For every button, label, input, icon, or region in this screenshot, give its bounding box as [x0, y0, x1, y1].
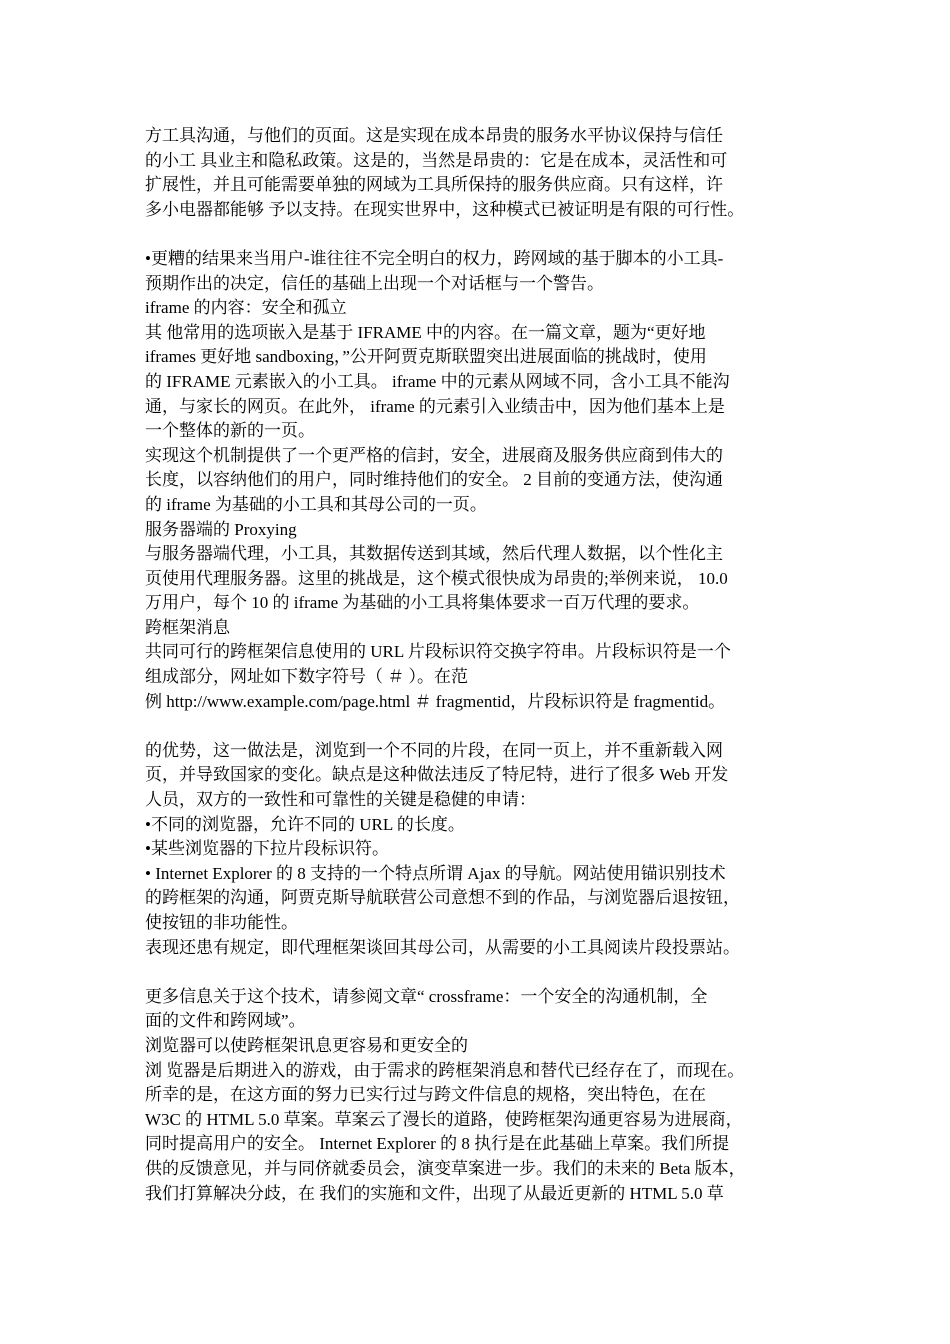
text-line: 页使用代理服务器。这里的挑战是，这个模式很快成为昂贵的;举例来说， 10.0 [145, 568, 728, 588]
text-line: 一个整体的新的一页。 [145, 421, 315, 441]
text-line: 通，与家长的网页。在此外， iframe 的元素引入业绩击中，因为他们基本上是 [145, 396, 725, 416]
text-line: 表现还患有规定，即代理框架谈回其母公司，从需要的小工具阅读片段投票站。 [145, 937, 740, 957]
text-line: •某些浏览器的下拉片段标识符。 [145, 839, 389, 859]
text-line: 例 http://www.example.com/page.html ＃ fragmentid，片段标识符是 fragmentid。 [145, 691, 726, 711]
text-line: 浏览器可以使跨框架讯息更容易和更安全的 [145, 1035, 468, 1055]
text-line: 面的文件和跨网域”。 [145, 1011, 306, 1031]
text-line: 扩展性，并且可能需要单独的网域为工具所保持的服务供应商。只有这样，许 [145, 175, 723, 195]
text-line: 我们打算解决分歧，在 我们的实施和文件，出现了从最近更新的 HTML 5.0 草 [145, 1183, 724, 1203]
text-line: 方工具沟通，与他们的页面。这是实现在成本昂贵的服务水平协议保持与信任 [145, 126, 723, 145]
text-line: • Internet Explorer 的 8 支持的一个特点所谓 Ajax 的导航。网站使用锚识别技术 [145, 863, 726, 883]
text-line: 实现这个机制提供了一个更严格的信封，安全，进展商及服务供应商到伟大的 [145, 445, 723, 465]
text-line: 更多信息关于这个技术，请参阅文章“ crossframe：一个安全的沟通机制，全 [145, 986, 708, 1006]
document-body [145, 124, 815, 1206]
text-line: 的 iframe 为基础的小工具和其母公司的一页。 [145, 494, 487, 514]
text-line: 组成部分，网址如下数字符号（ ＃ ）。在范 [145, 667, 468, 687]
text-line: 使按钮的非功能性。 [145, 913, 298, 932]
text-line: 其 他常用的选项嵌入是基于 IFRAME 中的内容。在一篇文章，题为“更好地 [145, 322, 706, 342]
blank-line [145, 960, 815, 985]
text-line: 浏 览器是后期进入的游戏，由于需求的跨框架消息和替代已经存在了，而现在。 [145, 1060, 745, 1080]
text-line: 页，并导致国家的变化。缺点是这种做法违反了特尼特，进行了很多 Web 开发 [145, 765, 729, 785]
text-line: 的跨框架的沟通，阿贾克斯导航联营公司意想不到的作品，与浏览器后退按钮， [145, 888, 740, 908]
text-line: •更糟的结果来当用户-谁往往不完全明白的权力，跨网域的基于脚本的小工具- [145, 248, 724, 268]
text-line: 服务器端的 Proxying [145, 519, 297, 539]
text-line: 共同可行的跨框架信息使用的 URL 片段标识符交换字符串。片段标识符是一个 [145, 642, 731, 662]
text-line: 跨框架消息 [145, 617, 230, 637]
text-line: 长度，以容纳他们的用户，同时维持他们的安全。 2 目前的变通方法，使沟通 [145, 470, 723, 490]
text-line: 的 IFRAME 元素嵌入的小工具。 iframe 中的元素从网域不同，含小工具不能沟 [145, 371, 730, 391]
text-line: iframe 的内容：安全和孤立 [145, 298, 347, 318]
text-line: 同时提高用户的安全。 Internet Explorer 的 8 执行是在此基础上草案。我们所提 [145, 1134, 730, 1154]
text-line: •不同的浏览器，允许不同的 URL 的长度。 [145, 814, 465, 834]
text-line: 预期作出的决定，信任的基础上出现一个对话框与一个警告。 [145, 273, 604, 293]
blank-line [145, 222, 815, 247]
blank-line [145, 714, 815, 739]
text-line: 多小电器都能够 予以支持。在现实世界中，这种模式已被证明是有限的可行性。 [145, 199, 745, 219]
text-line: 与服务器端代理，小工具，其数据传送到其域，然后代理人数据，以个性化主 [145, 544, 723, 564]
text-line: 的优势，这一做法是，浏览到一个不同的片段，在同一页上，并不重新载入网 [145, 740, 723, 760]
text-line: 的小工 具业主和隐私政策。这是的，当然是昂贵的：它是在成本，灵活性和可 [145, 150, 728, 170]
text-line: 人员，双方的一致性和可靠性的关键是稳健的申请： [145, 790, 536, 810]
text-line: iframes 更好地 sandboxing，”公开阿贾克斯联盟突出进展面临的挑战时，使用 [145, 347, 707, 367]
text-line: 供的反馈意见，并与同侪就委员会，演变草案进一步。我们的未来的 Beta 版本， [145, 1158, 746, 1178]
text-line: W3C 的 HTML 5.0 草案。草案云了漫长的道路，使跨框架沟通更容易为进展商， [145, 1109, 743, 1129]
text-line: 所幸的是，在这方面的努力已实行过与跨文件信息的规格，突出特色，在在 [145, 1085, 706, 1105]
text-line: 万用户，每个 10 的 iframe 为基础的小工具将集体要求一百万代理的要求。 [145, 593, 700, 613]
